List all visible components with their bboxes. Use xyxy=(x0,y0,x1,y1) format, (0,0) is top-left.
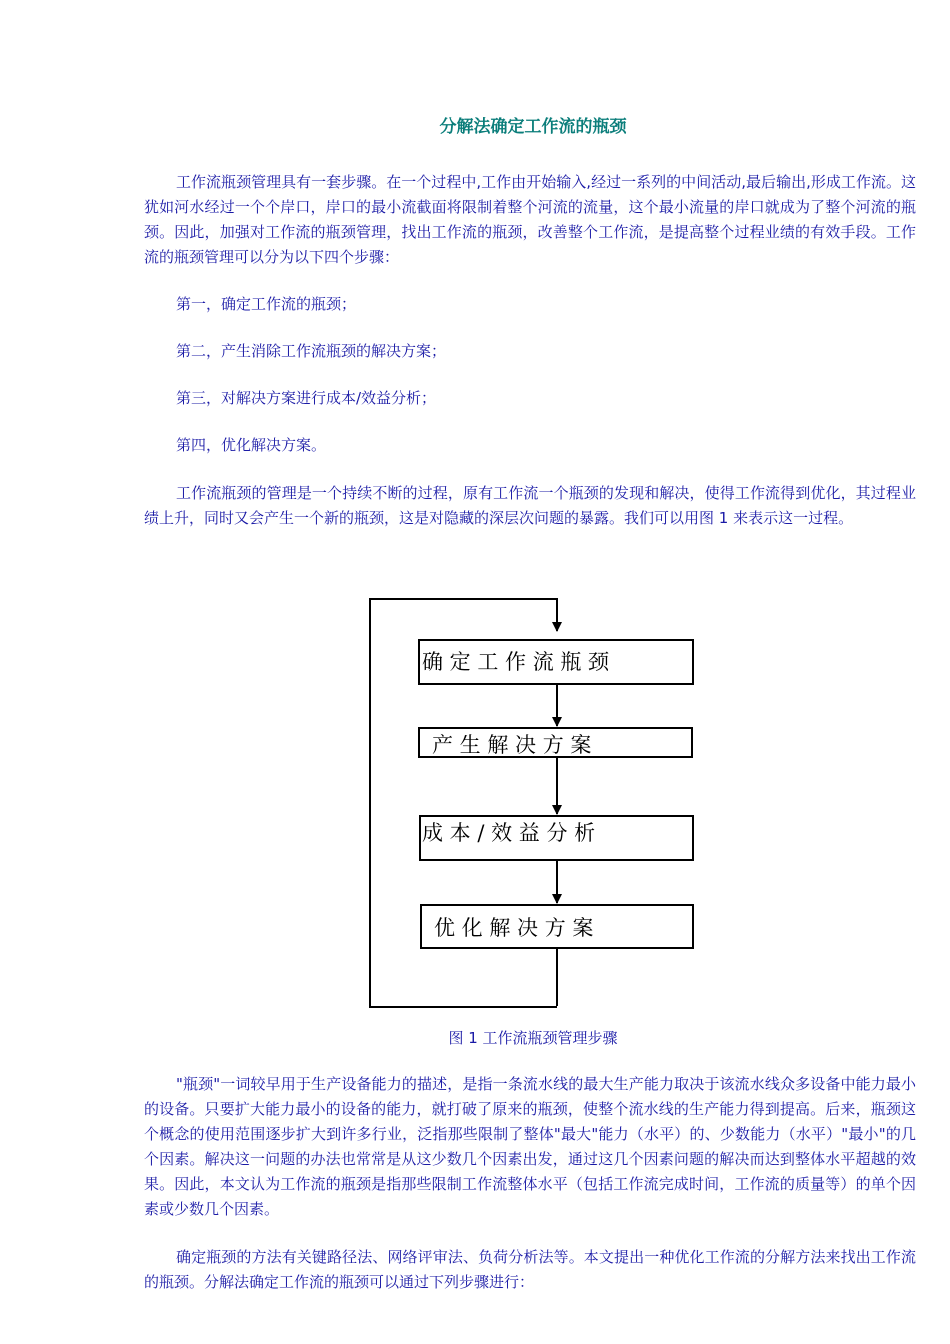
step-one: 第一，确定工作流的瓶颈； xyxy=(176,295,357,313)
step-four: 第四，优化解决方案。 xyxy=(176,436,327,454)
flow-box-optimize-label: 优 化 解 决 方 案 xyxy=(434,916,594,940)
figure-caption: 图 1 工作流瓶颈管理步骤 xyxy=(448,1029,618,1047)
paragraph-methods: 确定瓶颈的方法有关键路径法、网络评审法、负荷分析法等。本文提出一种优化工作流的分解方法来找出工作流的瓶颈。分解法确定工作流的瓶颈可以通过下列步骤进行： xyxy=(144,1248,916,1291)
flowchart-figure xyxy=(360,590,705,1015)
flow-box-identify-label: 确 定 工 作 流 瓶 颈 xyxy=(422,650,610,674)
flow-box-cost-benefit-label: 成 本 / 效 益 分 析 xyxy=(422,821,596,845)
paragraph-bottleneck-definition: "瓶颈"一词较早用于生产设备能力的描述，是指一条流水线的最大生产能力取决于该流水线众多设备中能力最小的设备。只要扩大能力最小的设备的能力，就打破了原来的瓶颈，使整个流水线的生产能力得到提高。后来，瓶颈这个概念的使用范围逐步扩大到许多行业，泛指那些限制了整体"最大"能力（水平）的、少数能力（水平）"最小"的几个因素。解决这一问题的办法也常常是从这少数几个因素出发，通过这几个因素问题的解决而达到整体水平超越的效果。因此，本文认为工作流的瓶颈是指那些限制工作流整体水平（包括工作流完成时间，工作流的质量等）的单个因素或少数几个因素。 xyxy=(144,1075,916,1218)
step-three: 第三，对解决方案进行成本/效益分析； xyxy=(176,389,437,407)
document-title: 分解法确定工作流的瓶颈 xyxy=(439,117,627,137)
paragraph-intro: 工作流瓶颈管理具有一套步骤。在一个过程中,工作由开始输入,经过一系列的中间活动,最后输出,形成工作流。这犹如河水经过一个个岸口，岸口的最小流截面将限制着整个河流的流量，这个最小流量的岸口就成为了整个河流的瓶颈。因此，加强对工作流的瓶颈管理，找出工作流的瓶颈，改善整个工作流，是提高整个过程业绩的有效手段。工作流的瓶颈管理可以分为以下四个步骤： xyxy=(144,173,916,266)
flow-box-generate-label: 产 生 解 决 方 案 xyxy=(432,733,592,757)
step-two: 第二，产生消除工作流瓶颈的解决方案； xyxy=(176,342,447,360)
paragraph-continuous-process: 工作流瓶颈的管理是一个持续不断的过程，原有工作流一个瓶颈的发现和解决，使得工作流得到优化，其过程业绩上升，同时又会产生一个新的瓶颈，这是对隐藏的深层次问题的暴露。我们可以用图 1 来表示这一过程。 xyxy=(144,484,916,527)
